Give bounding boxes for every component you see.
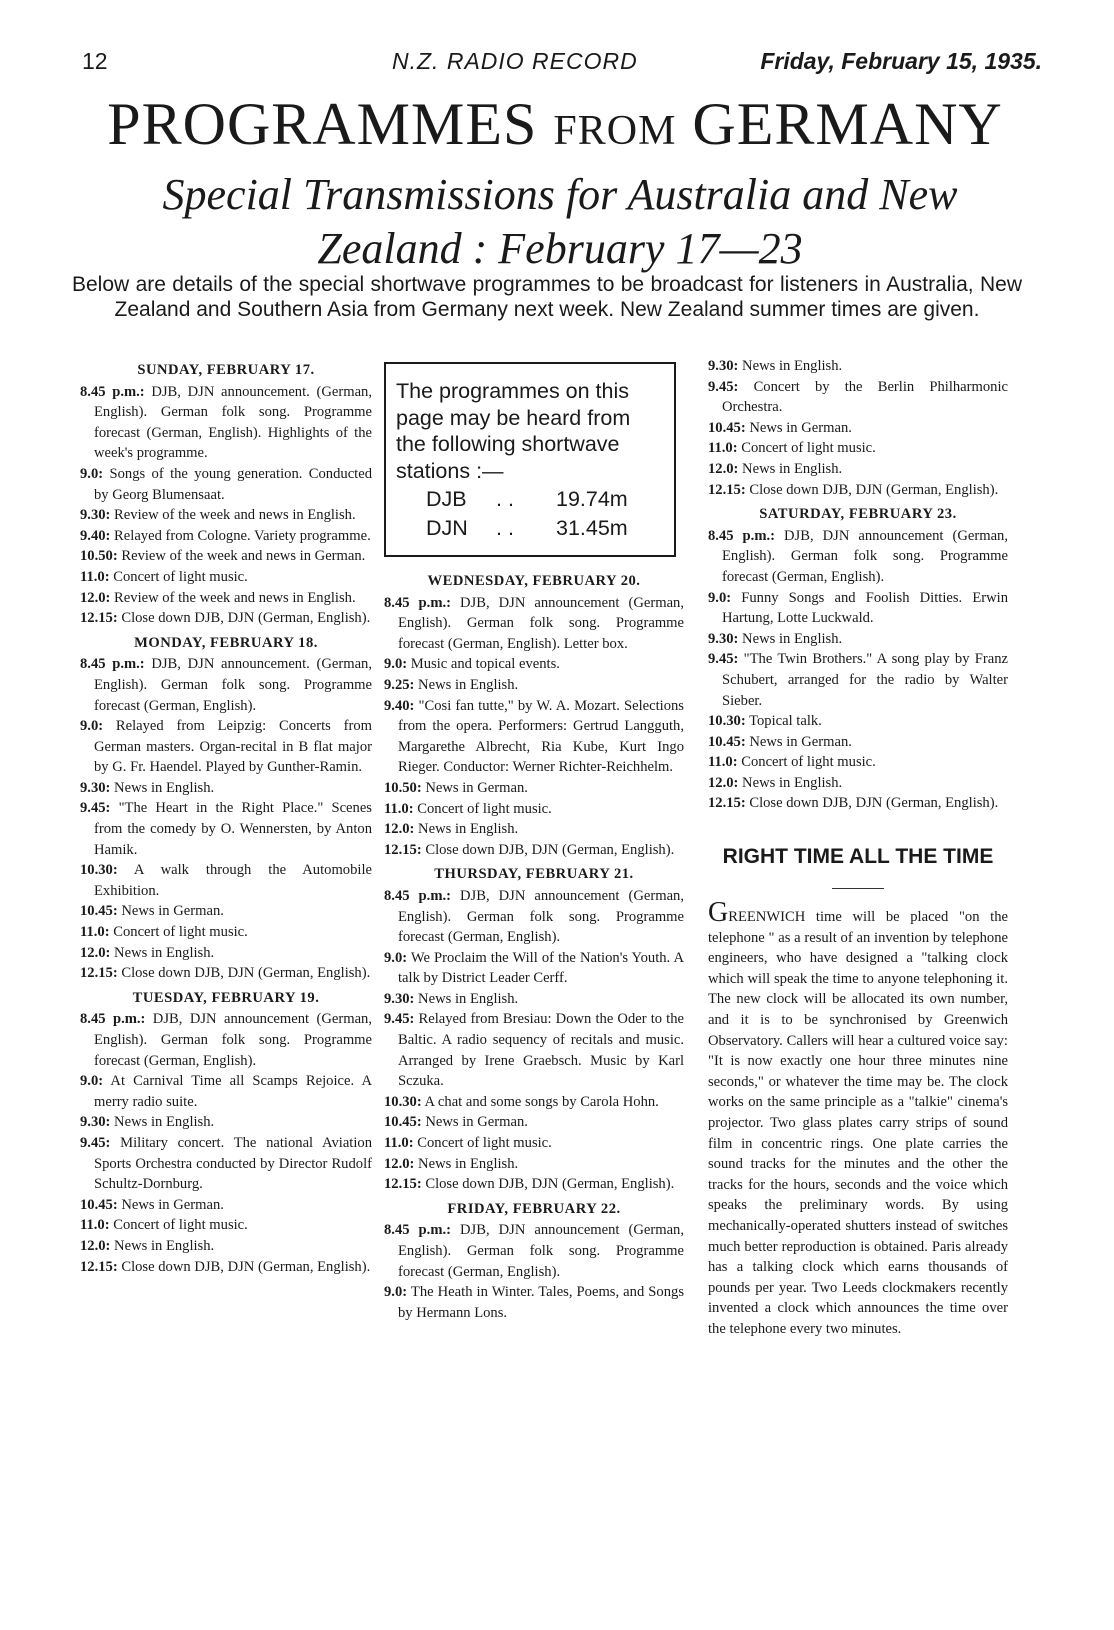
day-heading: FRIDAY, FEBRUARY 22. xyxy=(447,1200,621,1217)
column-left xyxy=(80,356,372,1277)
entry-description: DJB, DJN announcement (German, English). German folk song. Programme forecast (German, English). xyxy=(398,1222,684,1280)
entry-time: 8.45 p.m.: xyxy=(384,594,451,611)
entry-description: At Carnival Time all Scamps Rejoice. A merry radio suite. xyxy=(94,1073,372,1110)
schedule-entry xyxy=(80,1071,372,1112)
entry-time: 11.0: xyxy=(80,924,110,941)
schedule-entry xyxy=(708,732,1008,753)
schedule-entry xyxy=(384,886,684,948)
entry-description: News in German. xyxy=(745,733,852,750)
schedule-entry xyxy=(80,567,372,588)
schedule-entry xyxy=(80,1133,372,1195)
entry-description: Topical talk. xyxy=(745,713,822,730)
schedule-entry xyxy=(80,608,372,629)
article-text: REENWICH time will be placed "on the telephone " as a result of an invention by telephone engineers, who have designed a "talking clock which will speak the time to anyone telephoning it. The new clock will be allocated its own number, and it is to be synchronised by Greenwich Observatory. Callers will hear a cultured voice say: "It is now exactly one hour three minutes nine seconds," or whatever the time may be. The clock works on the same principle as a "talkie" cinema's projector. Two glass plates carry strips of sound film in concentric rings. One plate carries the sound tracks for the minutes and the other the tracks for the hours, seconds and the voice which speaks the preliminary words. By using mechanically-operated shutters instead of switches much better reproduction is obtained. Paris already has a talking clock which earns thousands of pounds per year. Two Leeds clockmakers recently invented a clock which announces the time over the telephone every two minutes. xyxy=(708,909,1008,1337)
schedule-entry xyxy=(384,675,684,696)
entry-time: 8.45 p.m.: xyxy=(708,527,775,544)
entry-time: 9.25: xyxy=(384,676,415,693)
entry-description: Relayed from Bresiau: Down the Oder to the Baltic. A radio sequency of recitals and music. Arranged by Irene Graebsch. Music by Karl Sczuka. xyxy=(398,1011,684,1090)
entry-time: 12.0: xyxy=(708,774,739,791)
page-headline xyxy=(60,88,1050,167)
entry-time: 11.0: xyxy=(384,1135,414,1152)
entry-time: 8.45 p.m.: xyxy=(80,383,145,400)
entry-time: 12.15: xyxy=(384,1176,422,1193)
entry-time: 11.0: xyxy=(708,754,738,771)
schedule-entry xyxy=(708,649,1008,711)
schedule-entry xyxy=(80,526,372,547)
entry-description: Songs of the young generation. Conducted by Georg Blumensaat. xyxy=(94,465,372,503)
entry-description: News in English. xyxy=(738,630,843,647)
subheadline xyxy=(70,168,1050,276)
entry-description: News in German. xyxy=(117,1196,224,1213)
entry-description: News in English. xyxy=(414,821,519,838)
stations-box xyxy=(384,362,676,557)
entry-description: DJB, DJN announcement (German, English). German folk song. Programme forecast (German, English). Letter box. xyxy=(398,594,684,652)
entry-time: 9.30: xyxy=(80,1114,111,1131)
entry-description: News in English. xyxy=(738,774,843,791)
schedule-entry xyxy=(384,1174,684,1195)
entry-time: 12.15: xyxy=(80,965,118,982)
entry-description: DJB, DJN announcement (German, English). German folk song. Programme forecast (German, English). xyxy=(398,887,684,946)
entry-description: Close down DJB, DJN (German, English). xyxy=(745,481,999,498)
schedule-entry xyxy=(708,629,1008,650)
entry-description: Concert of light music. xyxy=(109,1217,248,1234)
entry-time: 12.0: xyxy=(80,589,111,606)
stations-text: The programmes on this page may be heard from the following shortwave stations :— xyxy=(396,379,631,483)
schedule-entry xyxy=(708,438,1008,459)
schedule-entry xyxy=(80,798,372,860)
schedule-entry xyxy=(384,1092,684,1113)
schedule-entry xyxy=(708,526,1008,588)
schedule-entry xyxy=(80,901,372,922)
schedule-entry xyxy=(80,963,372,984)
entry-time: 12.0: xyxy=(384,821,415,838)
schedule-entry xyxy=(80,1112,372,1133)
entry-description: Military concert. The national Aviation Sports Orchestra conducted by Director Rudolf Schultz-Dornburg. xyxy=(94,1134,372,1193)
entry-description: A walk through the Automobile Exhibition. xyxy=(94,862,372,899)
entry-time: 9.0: xyxy=(384,656,408,673)
day-heading: WEDNESDAY, FEBRUARY 20. xyxy=(427,573,641,589)
schedule-entry xyxy=(708,418,1008,439)
schedule-entry xyxy=(80,1257,372,1278)
entry-description: News in German. xyxy=(421,1114,528,1131)
schedule-entry xyxy=(384,1154,684,1175)
schedule-entry xyxy=(708,459,1008,480)
entry-description: News in English. xyxy=(414,1155,519,1172)
entry-description: Close down DJB, DJN (German, English). xyxy=(421,1176,675,1193)
schedule-entry xyxy=(384,1112,684,1133)
station-dots: . . xyxy=(496,515,514,540)
issue-date: Friday, February 15, 1935. xyxy=(760,48,1042,74)
entry-description: DJB, DJN announcement (German, English). German folk song. Programme forecast (German, English). xyxy=(722,527,1008,585)
entry-description: Concert of light music. xyxy=(737,440,876,457)
schedule-entry xyxy=(80,778,372,799)
publication-name: N.Z. RADIO RECORD xyxy=(392,48,638,74)
entry-description: Close down DJB, DJN (German, English). xyxy=(421,841,675,858)
entry-time: 9.45: xyxy=(708,651,739,668)
entry-time: 12.0: xyxy=(80,944,111,961)
day-heading: SATURDAY, FEBRUARY 23. xyxy=(759,506,957,523)
entry-time: 11.0: xyxy=(80,1217,110,1234)
entry-time: 10.45: xyxy=(80,903,118,920)
column-right xyxy=(708,356,1008,1340)
divider xyxy=(832,888,884,889)
entry-description: DJB, DJN announcement (German, English). German folk song. Programme forecast (German, English). xyxy=(94,1011,373,1069)
entry-time: 9.30: xyxy=(708,630,739,647)
subheadline-line: Special Transmissions for Australia and New xyxy=(162,170,958,219)
entry-time: 8.45 p.m.: xyxy=(80,656,145,673)
entry-time: 9.45: xyxy=(80,1134,111,1151)
station-wavelength: 19.74m xyxy=(556,487,628,511)
intro-paragraph: Below are details of the special shortwave programmes to be broadcast for listeners in Australia, New Zealand and Southern Asia from Germany next week. New Zealand summer times are given. xyxy=(72,273,1022,321)
entry-time: 9.40: xyxy=(384,697,415,714)
entry-time: 9.0: xyxy=(708,589,732,606)
entry-description: "The Twin Brothers." A song play by Franz Schubert, arranged for the radio by Walter Sieber. xyxy=(722,651,1008,709)
schedule-entry xyxy=(384,799,684,820)
entry-time: 12.0: xyxy=(80,1237,111,1254)
entry-description: Close down DJB, DJN (German, English). xyxy=(117,610,371,627)
entry-time: 12.15: xyxy=(708,481,746,498)
day-heading: THURSDAY, FEBRUARY 21. xyxy=(434,866,634,883)
column-middle xyxy=(384,356,684,1323)
schedule-entry xyxy=(384,593,684,655)
entry-time: 9.30: xyxy=(384,990,415,1007)
schedule-entry xyxy=(708,480,1008,501)
entry-description: News in English. xyxy=(738,460,843,477)
day-schedule xyxy=(384,1199,684,1324)
schedule-entry xyxy=(384,819,684,840)
drop-cap: G xyxy=(708,897,729,929)
entry-time: 10.30: xyxy=(384,1093,422,1110)
entry-description: Concert of light music. xyxy=(109,924,248,941)
entry-time: 9.0: xyxy=(80,1073,104,1090)
article-body xyxy=(708,897,1008,1339)
entry-description: News in English. xyxy=(738,358,843,374)
day-schedule xyxy=(80,360,372,629)
entry-time: 11.0: xyxy=(708,440,738,457)
schedule-entry xyxy=(80,1195,372,1216)
schedule-entry xyxy=(708,773,1008,794)
schedule-entry xyxy=(384,1282,684,1323)
entry-time: 12.15: xyxy=(708,795,746,812)
schedule-entry xyxy=(80,382,372,464)
entry-description: Relayed from Cologne. Variety programme. xyxy=(110,527,371,544)
day-schedule xyxy=(80,633,372,984)
headline-word: PROGRAMMES xyxy=(107,91,538,157)
entry-time: 9.45: xyxy=(384,1011,415,1028)
entry-description: News in English. xyxy=(110,944,215,961)
entry-description: News in German. xyxy=(745,419,852,436)
day-heading: TUESDAY, FEBRUARY 19. xyxy=(132,989,320,1006)
entry-time: 10.30: xyxy=(708,713,746,730)
station-row xyxy=(396,515,666,542)
entry-time: 9.30: xyxy=(80,779,111,796)
entry-description: Funny Songs and Foolish Ditties. Erwin Hartung, Lotte Luckwald. xyxy=(722,589,1008,627)
entry-description: News in English. xyxy=(110,1237,215,1254)
schedule-entry xyxy=(708,356,1008,377)
schedule-entry xyxy=(80,943,372,964)
schedule-entry xyxy=(384,654,684,675)
entry-description: News in English. xyxy=(110,1114,215,1131)
schedule-entry xyxy=(384,948,684,989)
entry-description: Relayed from Leipzig: Concerts from German masters. Organ-recital in B flat major by G. Fr. Haendel. Played by Gunther-Ramin. xyxy=(94,718,372,776)
page-number: 12 xyxy=(82,48,108,74)
entry-time: 12.15: xyxy=(384,841,422,858)
schedule-entry xyxy=(384,1009,684,1091)
entry-description: Review of the week and news in English. xyxy=(110,507,356,524)
day-schedule xyxy=(708,356,1008,500)
day-schedule xyxy=(384,571,684,860)
schedule-entry xyxy=(384,989,684,1010)
entry-description: News in English. xyxy=(110,779,215,796)
schedule-entry xyxy=(80,1215,372,1236)
schedule-entry xyxy=(384,1220,684,1282)
article-title: RIGHT TIME ALL THE TIME xyxy=(722,845,994,869)
entry-time: 9.45: xyxy=(80,800,111,817)
entry-time: 12.0: xyxy=(384,1155,415,1172)
entry-time: 11.0: xyxy=(80,568,110,585)
day-heading: SUNDAY, FEBRUARY 17. xyxy=(137,362,315,378)
entry-description: Review of the week and news in English. xyxy=(110,589,356,606)
entry-time: 9.0: xyxy=(80,718,104,735)
entry-description: Concert of light music. xyxy=(109,568,248,585)
entry-time: 10.50: xyxy=(384,779,422,796)
entry-description: News in German. xyxy=(421,779,528,796)
entry-description: Close down DJB, DJN (German, English). xyxy=(117,1258,371,1275)
schedule-entry xyxy=(80,1236,372,1257)
entry-time: 12.0: xyxy=(708,460,739,477)
schedule-entry xyxy=(384,840,684,861)
entry-time: 11.0: xyxy=(384,800,414,817)
headline-word: FROM xyxy=(553,108,677,154)
schedule-entry xyxy=(80,464,372,505)
entry-description: DJB, DJN announcement. (German, English). German folk song. Programme forecast (German, English). Highlights of the week's programme. xyxy=(94,383,372,462)
entry-time: 10.45: xyxy=(708,419,746,436)
entry-description: DJB, DJN announcement. (German, English). German folk song. Programme forecast (German, English). xyxy=(94,656,372,714)
schedule-entry xyxy=(80,922,372,943)
day-schedule xyxy=(80,988,372,1277)
entry-description: News in German. xyxy=(117,903,224,920)
entry-time: 12.15: xyxy=(80,610,118,627)
schedule-entry xyxy=(80,1009,372,1071)
entry-time: 10.45: xyxy=(708,733,746,750)
schedule-entry xyxy=(384,778,684,799)
day-heading: MONDAY, FEBRUARY 18. xyxy=(134,634,318,651)
entry-description: "The Heart in the Right Place." Scenes from the comedy by O. Wennersten, by Anton Hamik. xyxy=(94,800,372,858)
entry-description: A chat and some songs by Carola Hohn. xyxy=(421,1093,659,1110)
schedule-entry xyxy=(80,588,372,609)
entry-description: The Heath in Winter. Tales, Poems, and Songs by Hermann Lons. xyxy=(398,1284,684,1321)
entry-time: 9.0: xyxy=(80,465,104,482)
schedule-entry xyxy=(80,546,372,567)
entry-description: Close down DJB, DJN (German, English). xyxy=(117,965,371,982)
entry-time: 10.45: xyxy=(80,1196,118,1213)
entry-time: 9.30: xyxy=(80,507,111,524)
entry-time: 10.50: xyxy=(80,548,118,565)
entry-time: 9.45: xyxy=(708,378,739,395)
schedule-entry xyxy=(708,377,1008,418)
entry-time: 8.45 p.m.: xyxy=(384,887,451,904)
entry-description: News in English. xyxy=(414,676,519,693)
entry-time: 9.0: xyxy=(384,1284,408,1301)
entry-description: Music and topical events. xyxy=(407,656,560,673)
entry-description: Concert of light music. xyxy=(413,800,552,817)
entry-time: 12.15: xyxy=(80,1258,118,1275)
entry-time: 9.0: xyxy=(384,949,408,966)
entry-description: Concert of light music. xyxy=(413,1135,552,1152)
entry-time: 8.45 p.m.: xyxy=(80,1011,146,1028)
masthead xyxy=(82,48,1042,82)
station-row xyxy=(396,486,666,513)
station-dots: . . xyxy=(496,487,514,511)
entry-time: 10.45: xyxy=(384,1114,422,1131)
schedule-entry xyxy=(384,696,684,778)
station-call: DJN xyxy=(426,515,468,540)
day-schedule xyxy=(708,504,1008,814)
entry-time: 8.45 p.m.: xyxy=(384,1222,451,1239)
entry-description: Review of the week and news in German. xyxy=(117,548,366,565)
schedule-entry xyxy=(80,654,372,716)
station-call: DJB xyxy=(426,487,467,511)
entry-time: 9.40: xyxy=(80,527,111,544)
entry-description: Concert by the Berlin Philharmonic Orchestra. xyxy=(722,378,1008,416)
schedule-entry xyxy=(708,752,1008,773)
entry-description: News in English. xyxy=(414,990,519,1007)
entry-description: Close down DJB, DJN (German, English). xyxy=(745,795,999,812)
schedule-entry xyxy=(708,711,1008,732)
entry-description: Concert of light music. xyxy=(737,754,876,771)
schedule-entry xyxy=(708,793,1008,814)
station-wavelength: 31.45m xyxy=(556,515,628,540)
subheadline-line: Zealand : February 17—23 xyxy=(317,224,803,273)
entry-description: We Proclaim the Will of the Nation's Youth. A talk by District Leader Cerff. xyxy=(398,949,684,987)
headline-word: GERMANY xyxy=(692,91,1003,157)
schedule-entry xyxy=(80,860,372,901)
entry-time: 10.30: xyxy=(80,862,118,879)
day-schedule xyxy=(384,864,684,1195)
entry-description: "Cosi fan tutte," by W. A. Mozart. Selections from the opera. Performers: Gertrud Langguth, Margarethe Albrecht, Ria Kube, Kurt Ingo Rieger. Conductor: Werner Richter-Reichhelm. xyxy=(398,697,684,776)
schedule-entry xyxy=(708,588,1008,629)
schedule-entry xyxy=(384,1133,684,1154)
schedule-entry xyxy=(80,505,372,526)
entry-time: 9.30: xyxy=(708,358,739,374)
schedule-entry xyxy=(80,716,372,778)
